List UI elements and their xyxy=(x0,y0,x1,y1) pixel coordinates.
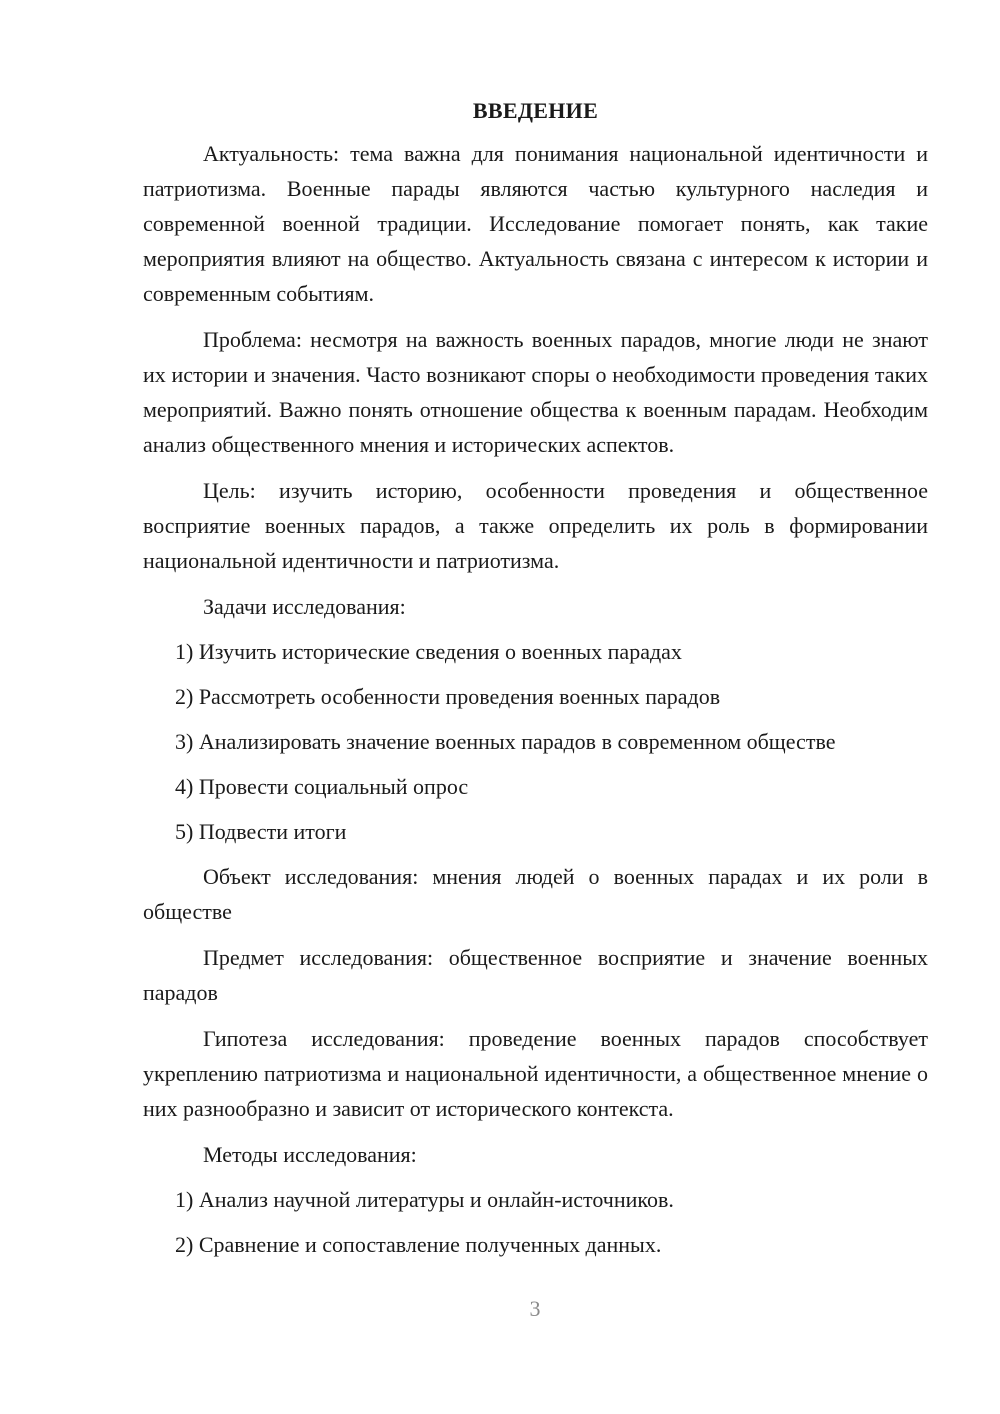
list-item: 2) Рассмотреть особенности проведения военных парадов xyxy=(175,684,721,709)
paragraph-relevance: Актуальность: тема важна для понимания национальной идентичности и патриотизма. Военные парады являются частью культурного наследия и современной военной традиции. Исследование помогает понять, как такие мероприятия влияют на общество. Актуальность связана с интересом к истории и современным событиям. xyxy=(143,141,928,306)
list-item: 5) Подвести итоги xyxy=(175,819,347,844)
tasks-list xyxy=(143,634,928,849)
methods-label: Методы исследования: xyxy=(203,1142,417,1167)
paragraph-problem: Проблема: несмотря на важность военных парадов, многие люди не знают их истории и значения. Часто возникают споры о необходимости проведения таких мероприятий. Важно понять отношение общества к военным парадам. Необходим анализ общественного мнения и исторических аспектов. xyxy=(143,327,928,457)
paragraph-object: Объект исследования: мнения людей о военных парадах и их роли в обществе xyxy=(143,864,928,924)
paragraph-goal: Цель: изучить историю, особенности проведения и общественное восприятие военных парадов, а также определить их роль в формировании национальной идентичности и патриотизма. xyxy=(143,478,928,573)
document-page xyxy=(143,96,928,1272)
methods-list xyxy=(143,1182,928,1262)
paragraph-subject: Предмет исследования: общественное восприятие и значение военных парадов xyxy=(143,945,928,1005)
list-item: 4) Провести социальный опрос xyxy=(175,774,469,799)
section-heading: ВВЕДЕНИЕ xyxy=(472,98,599,123)
list-item: 2) Сравнение и сопоставление полученных данных. xyxy=(175,1232,662,1257)
list-item: 3) Анализировать значение военных парадов в современном обществе xyxy=(175,729,836,754)
paragraph-hypothesis: Гипотеза исследования: проведение военных парадов способствует укреплению патриотизма и национальной идентичности, а общественное мнение о них разнообразно и зависит от исторического контекста. xyxy=(143,1026,928,1121)
page-number: 3 xyxy=(529,1296,541,1321)
tasks-label: Задачи исследования: xyxy=(203,594,406,619)
list-item: 1) Анализ научной литературы и онлайн-источников. xyxy=(175,1187,674,1212)
list-item: 1) Изучить исторические сведения о военных парадах xyxy=(175,639,682,664)
